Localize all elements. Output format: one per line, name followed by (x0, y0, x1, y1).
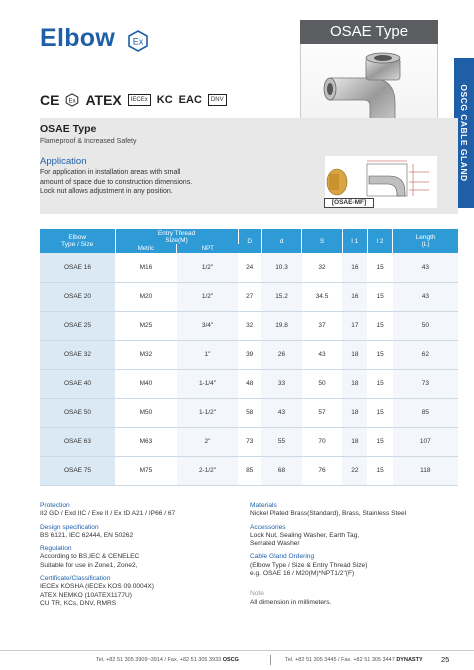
protection-text: II2 GD / Exd IIC / Exe II / Ex tD A21 / IP66 / 67 (40, 510, 176, 518)
table-cell: 32 (302, 253, 343, 282)
footer-left-contact: Tel. +82 51 305 3909~3914 / Fax. +82 51 305 3933 (96, 657, 222, 663)
accessories-heading: Accessories (250, 523, 286, 531)
table-cell: 16 (342, 282, 367, 311)
table-cell: 50 (302, 369, 343, 398)
table-cell: 48 (238, 369, 261, 398)
col-elbow-label-2: Type / Size (61, 241, 94, 248)
table-cell: M20 (115, 282, 177, 311)
table-cell: 43 (393, 282, 458, 311)
ex-hexagon-icon (127, 30, 149, 52)
atex-mark: ATEX (85, 92, 122, 108)
table-cell: 70 (302, 427, 343, 456)
table-cell: 18 (342, 340, 367, 369)
certificate-text-2: ATEX NEMKO (10ATEX1177U) (40, 591, 132, 599)
note-text: All dimension in millimeters. (250, 598, 332, 606)
footer-right-brand: DYNASTY (396, 657, 423, 663)
dimension-table (40, 229, 458, 486)
table-cell: 18 (342, 398, 367, 427)
table-row (40, 456, 458, 485)
table-cell-type: OSAE 63 (40, 427, 115, 456)
regulation-text-1: According to BS,IEC & CENELEC (40, 553, 140, 561)
footer-left-brand: OSCG (222, 657, 239, 663)
footer-right-contact: Tel. +82 51 305 3445 / Fax. +82 51 305 3447 (285, 657, 395, 663)
table-cell: 17 (342, 311, 367, 340)
table-cell: 58 (238, 398, 261, 427)
notes-right (250, 502, 450, 612)
iecex-box: IECEx (128, 94, 151, 106)
section-subtitle: OSAE Type (40, 123, 97, 135)
table-cell-type: OSAE 20 (40, 282, 115, 311)
page-number: 25 (441, 655, 450, 664)
col-entry-label: Entry Thread (157, 229, 196, 237)
table-cell: 15 (367, 398, 392, 427)
table-cell: M16 (115, 253, 177, 282)
col-entry-thread (115, 229, 238, 244)
footer-divider (270, 655, 271, 665)
table-cell: 39 (238, 340, 261, 369)
table-cell: 15 (367, 253, 392, 282)
table-cell: 15 (367, 427, 392, 456)
design-text: BS 6121, IEC 62444, EN 50262 (40, 531, 134, 539)
table-cell: 37 (302, 311, 343, 340)
table-cell-type: OSAE 16 (40, 253, 115, 282)
certification-logos (40, 92, 227, 108)
col-S: S (302, 229, 343, 253)
table-cell: M25 (115, 311, 177, 340)
table-cell: 50 (393, 311, 458, 340)
table-cell: M50 (115, 398, 177, 427)
footer-right (285, 657, 423, 663)
col-entry-label-2: Size(M) (165, 236, 188, 244)
table-cell: 2-1/2" (177, 456, 238, 485)
table-cell-type: OSAE 75 (40, 456, 115, 485)
table-cell-type: OSAE 50 (40, 398, 115, 427)
table-cell: 85 (393, 398, 458, 427)
table-cell: 19.8 (261, 311, 302, 340)
ex-small-icon (65, 93, 79, 107)
certificate-text-3: CU TR, KCs, DNV, RMRS (40, 599, 117, 607)
table-cell: 15 (367, 456, 392, 485)
table-cell: 85 (238, 456, 261, 485)
table-cell: 107 (393, 427, 458, 456)
table-cell: M40 (115, 369, 177, 398)
table-row (40, 427, 458, 456)
table-cell: 68 (261, 456, 302, 485)
table-row (40, 340, 458, 369)
table-row (40, 253, 458, 282)
table-row (40, 311, 458, 340)
eac-mark: EAC (178, 94, 202, 106)
design-heading: Design specification (40, 523, 99, 531)
type-banner: OSAE Type (300, 20, 438, 44)
table-cell: 3/4" (177, 311, 238, 340)
materials-text: Nickel Plated Brass(Standard), Brass, Stainless Steel (250, 510, 407, 518)
table-cell: 73 (238, 427, 261, 456)
col-metric: Metric (115, 244, 177, 253)
regulation-heading: Regulation (40, 545, 72, 553)
table-cell: 15 (367, 340, 392, 369)
table-cell: M75 (115, 456, 177, 485)
table-cell: 43 (302, 340, 343, 369)
table-row (40, 369, 458, 398)
table-cell: 32 (238, 311, 261, 340)
table-cell: 18 (342, 427, 367, 456)
svg-text:Ex: Ex (132, 36, 144, 47)
table-row (40, 398, 458, 427)
ordering-heading: Cable Gland Ordering (250, 553, 315, 561)
table-cell: 15 (367, 311, 392, 340)
table-cell: M32 (115, 340, 177, 369)
table-cell: 16 (342, 253, 367, 282)
certificate-text-1: IECEx KOSHA (IECEx KOS 09.0004X) (40, 583, 154, 591)
materials-heading: Materials (250, 502, 277, 509)
section-description: Flameproof & Increased Safety (40, 138, 137, 145)
notes-left (40, 502, 240, 613)
col-d: d (261, 229, 302, 253)
table-cell: 55 (261, 427, 302, 456)
col-length-label-2: (L) (421, 241, 430, 248)
table-cell-type: OSAE 25 (40, 311, 115, 340)
application-heading: Application (40, 156, 87, 167)
table-cell: 76 (302, 456, 343, 485)
table-cell-type: OSAE 40 (40, 369, 115, 398)
footer-left (96, 657, 239, 663)
table-cell: 1-1/2" (177, 398, 238, 427)
ordering-text-2: e.g. OSAE 16 / M20(M)*NPT1/2"(F) (250, 570, 355, 578)
col-length (393, 229, 458, 253)
table-cell: 22 (342, 456, 367, 485)
page-title: Elbow (40, 24, 116, 52)
table-cell: 10.3 (261, 253, 302, 282)
col-l1: l 1 (342, 229, 367, 253)
table-cell: 2" (177, 427, 238, 456)
table-cell: 1/2" (177, 282, 238, 311)
table-cell: M63 (115, 427, 177, 456)
table-cell: 26 (261, 340, 302, 369)
svg-text:Ex: Ex (68, 98, 76, 105)
table-row (40, 282, 458, 311)
dnv-box: DNV (208, 94, 227, 106)
col-npt: NPT (177, 244, 238, 253)
col-elbow-type (40, 229, 115, 253)
ordering-text-1: (Elbow Type / Size & Entry Thread Size) (250, 561, 368, 569)
regulation-text-2: Suitable for use in Zone1, Zone2, (40, 561, 138, 569)
table-cell: 73 (393, 369, 458, 398)
table-cell: 57 (302, 398, 343, 427)
ce-mark: CE (40, 92, 60, 108)
table-cell: 33 (261, 369, 302, 398)
table-cell: 62 (393, 340, 458, 369)
accessories-text-1: Lock Nut, Sealing Washer, Earth Tag, (250, 531, 360, 539)
table-cell: 1" (177, 340, 238, 369)
drawing-label: [OSAE-MF] (324, 198, 374, 208)
accessories-text-2: Serrated Washer (250, 540, 300, 548)
protection-heading: Protection (40, 502, 70, 509)
side-tab-label: OSCG CABLE GLAND (459, 84, 469, 182)
table-cell: 15 (367, 282, 392, 311)
page-footer (0, 650, 474, 670)
table-cell: 43 (393, 253, 458, 282)
table-cell: 118 (393, 456, 458, 485)
table-cell: 18 (342, 369, 367, 398)
table-cell: 15.2 (261, 282, 302, 311)
col-l2: l 2 (367, 229, 392, 253)
table-body (40, 253, 458, 485)
table-cell: 1-1/4" (177, 369, 238, 398)
table-cell: 43 (261, 398, 302, 427)
table-cell: 24 (238, 253, 261, 282)
table-cell: 27 (238, 282, 261, 311)
note-heading: Note (250, 590, 264, 598)
kc-mark: KC (156, 94, 173, 106)
col-length-label: Length (415, 234, 436, 241)
table-cell: 15 (367, 369, 392, 398)
table-cell-type: OSAE 32 (40, 340, 115, 369)
table-cell: 1/2" (177, 253, 238, 282)
certificate-heading: Certificate/Classification (40, 575, 111, 583)
col-D: D (238, 229, 261, 253)
application-text: For application in installation areas with small amount of space due to construction dimensions. Lock nut allows adjustment in any position. (40, 169, 193, 195)
table-cell: 34.5 (302, 282, 343, 311)
col-elbow-label: Elbow (68, 234, 87, 241)
